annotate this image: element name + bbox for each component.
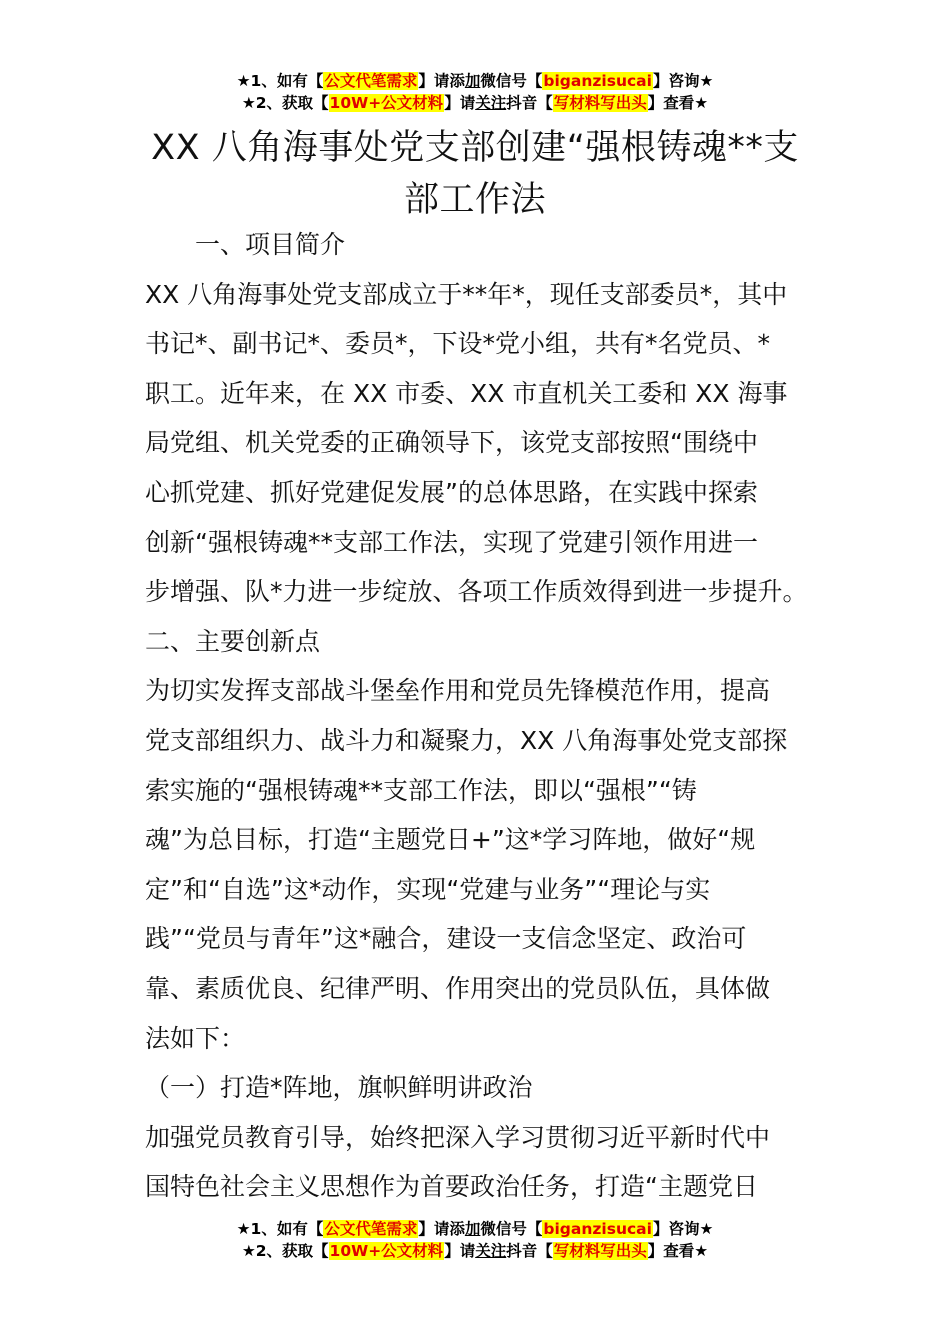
promo-highlight: 10W+公文材料 — [329, 1242, 444, 1260]
promo-highlight: 写材料写出头 — [553, 94, 647, 112]
body-line: 步增强、队*力进一步绽放、各项工作质效得到进一步提升。 — [145, 577, 808, 607]
promo-text: 】咨询★ — [652, 72, 714, 90]
body-line: 党支部组织力、战斗力和凝聚力，XX 八角海事处党支部探 — [145, 725, 788, 755]
promo-text: 】查看★ — [647, 1242, 709, 1260]
promo-highlight: biganzisucai — [543, 72, 652, 90]
promo-banner-bottom — [0, 1218, 950, 1262]
promo-text: 关注 — [475, 1242, 507, 1260]
body-line: 践”“党员与青年”这*融合，建设一支信念坚定、政治可 — [145, 924, 747, 954]
promo-text: ★1、如有【 — [236, 72, 324, 90]
body-line: 索实施的“强根铸魂**支部工作法，即以“强根”“铸 — [145, 775, 697, 805]
promo-text: 】请 — [444, 94, 476, 112]
subsection-heading: （一）打造*阵地，旗帜鲜明讲政治 — [145, 1073, 533, 1103]
title-line: XX 八角海事处党支部创建“强根铸魂**支 — [151, 128, 799, 168]
body-line: 书记*、副书记*、委员*，下设*党小组，共有*名党员、* — [145, 329, 771, 359]
document-body — [145, 220, 810, 1212]
promo-highlight: 公文代笔需求 — [324, 72, 418, 90]
promo-highlight: 写材料写出头 — [553, 1242, 647, 1260]
promo-text: 】查看★ — [647, 94, 709, 112]
body-line: 魂”为总目标，打造“主题党日+”这*学习阵地，做好“规 — [145, 825, 756, 855]
promo-text: ★2、获取【 — [241, 1242, 329, 1260]
body-line: 靠、素质优良、纪律严明、作用突出的党员队伍，具体做 — [145, 973, 771, 1003]
section-heading: 二、主要创新点 — [145, 626, 321, 656]
promo-text: 微信号【 — [480, 1220, 543, 1238]
promo-highlight: 公文代笔需求 — [324, 1220, 418, 1238]
body-line: 为切实发挥支部战斗堡垒作用和党员先锋模范作用，提高 — [145, 676, 771, 706]
body-line: 国特色社会主义思想作为首要政治任务，打造“主题党日 — [145, 1172, 758, 1202]
promo-text: 关注 — [475, 94, 507, 112]
body-line: 定”和“自选”这*动作，实现“党建与业务”“理论与实 — [145, 874, 711, 904]
promo-line-2 — [0, 1240, 950, 1262]
body-line: 心抓党建、抓好党建促发展”的总体思路，在实践中探索 — [145, 477, 758, 507]
promo-highlight: 10W+公文材料 — [329, 94, 444, 112]
promo-text: 】请 — [444, 1242, 476, 1260]
promo-text: 微信号【 — [480, 72, 543, 90]
body-line: 加强党员教育引导，始终把深入学习贯彻习近平新时代中 — [145, 1122, 771, 1152]
body-line: 职工。近年来，在 XX 市委、XX 市直机关工委和 XX 海事 — [145, 378, 788, 408]
promo-line-1 — [0, 1218, 950, 1240]
promo-highlight: biganzisucai — [543, 1220, 652, 1238]
promo-text: 】请添 — [418, 72, 465, 90]
promo-text: 抖音【 — [506, 94, 553, 112]
promo-text: 抖音【 — [506, 1242, 553, 1260]
body-line: XX 八角海事处党支部成立于**年*，现任支部委员*，其中 — [145, 279, 788, 309]
body-line: 创新“强根铸魂**支部工作法，实现了党建引领作用进一 — [145, 527, 758, 557]
document-title — [145, 122, 805, 226]
promo-text: 加 — [464, 1220, 481, 1238]
title-line: 部工作法 — [403, 180, 546, 220]
promo-text: ★2、获取【 — [241, 94, 329, 112]
body-line: 法如下： — [145, 1023, 246, 1053]
promo-text: 】咨询★ — [652, 1220, 714, 1238]
body-line: 局党组、机关党委的正确领导下，该党支部按照“围绕中 — [145, 428, 758, 458]
promo-line-1 — [0, 70, 950, 92]
section-heading: 一、项目简介 — [195, 230, 346, 259]
promo-text: 加 — [464, 72, 481, 90]
promo-banner-top — [0, 70, 950, 114]
promo-text: ★1、如有【 — [236, 1220, 324, 1238]
promo-line-2 — [0, 92, 950, 114]
promo-text: 】请添 — [418, 1220, 465, 1238]
